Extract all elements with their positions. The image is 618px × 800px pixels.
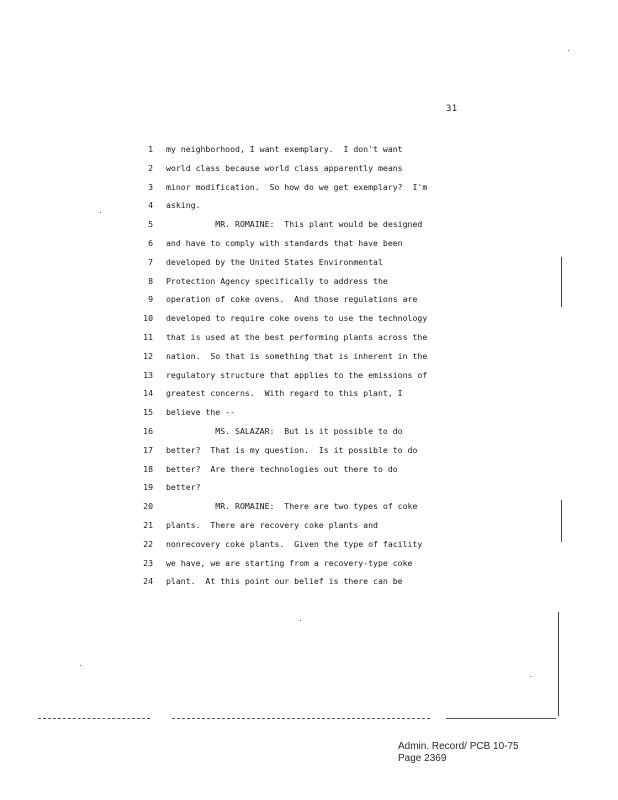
page-number: 31 xyxy=(446,104,458,114)
transcript-line xyxy=(0,215,618,233)
line-text: MR. ROMAINE: There are two types of coke xyxy=(166,501,418,512)
footer-record-label: Admin. Record/ PCB 10-75 xyxy=(398,741,519,752)
line-number: 2 xyxy=(148,162,153,173)
transcript-line xyxy=(0,497,618,515)
line-number: 14 xyxy=(143,388,153,399)
transcript-line xyxy=(0,196,618,214)
line-number: 19 xyxy=(143,482,153,493)
transcript-line xyxy=(0,290,618,308)
line-text: regulatory structure that applies to the emissions of xyxy=(166,369,428,380)
line-text: better? xyxy=(166,482,201,493)
line-number: 3 xyxy=(148,181,153,192)
scan-speck xyxy=(100,212,101,213)
line-number: 1 xyxy=(148,144,153,154)
right-edge-mark xyxy=(561,257,562,307)
admin-record-footer xyxy=(398,741,519,765)
line-number: 23 xyxy=(143,557,153,568)
transcript-line xyxy=(0,403,618,421)
bottom-rule-right xyxy=(446,718,556,719)
line-number: 9 xyxy=(148,294,153,305)
line-text: operation of coke ovens. And those regulations are xyxy=(166,294,418,305)
transcript-line xyxy=(0,554,618,572)
line-number: 8 xyxy=(148,275,153,286)
line-text: nation. So that is something that is inherent in the xyxy=(166,350,428,361)
line-number: 22 xyxy=(143,538,153,549)
line-number: 7 xyxy=(148,256,153,267)
transcript-line xyxy=(0,422,618,440)
line-number: 10 xyxy=(143,313,153,324)
transcript-line xyxy=(0,272,618,290)
transcript-line xyxy=(0,478,618,496)
line-text: MS. SALAZAR: But is it possible to do xyxy=(166,426,403,436)
line-number: 5 xyxy=(148,219,153,230)
transcript-line xyxy=(0,253,618,271)
footer-page-label: Page 2369 xyxy=(398,753,447,764)
line-number: 15 xyxy=(143,407,153,418)
line-text: developed by the United States Environmental xyxy=(166,256,383,267)
transcript-line xyxy=(0,309,618,327)
line-text: my neighborhood, I want exemplary. I don't want xyxy=(166,144,403,154)
line-text: nonrecovery coke plants. Given the type of facility xyxy=(166,538,423,549)
transcript-line xyxy=(0,384,618,402)
line-text: world class because world class apparently means xyxy=(166,162,403,173)
transcript-line xyxy=(0,516,618,534)
line-text: and have to comply with standards that have been xyxy=(166,238,403,248)
line-number: 18 xyxy=(143,463,153,474)
line-text: developed to require coke ovens to use the technology xyxy=(166,313,428,324)
transcript-line xyxy=(0,178,618,196)
line-text: we have, we are starting from a recovery-type coke xyxy=(166,557,413,568)
right-edge-mark xyxy=(561,500,562,542)
line-number: 24 xyxy=(143,576,153,587)
line-text: asking. xyxy=(166,200,201,211)
line-text: greatest concerns. With regard to this plant, I xyxy=(166,388,403,399)
scan-speck xyxy=(568,50,569,51)
line-number: 13 xyxy=(143,369,153,380)
line-text: plants. There are recovery coke plants and xyxy=(166,520,378,530)
line-text: Protection Agency specifically to address the xyxy=(166,275,388,286)
line-text: that is used at the best performing plants across the xyxy=(166,332,428,342)
line-number: 20 xyxy=(143,501,153,512)
transcript-line xyxy=(0,234,618,252)
line-text: MR. ROMAINE: This plant would be designed xyxy=(166,219,423,230)
line-number: 12 xyxy=(143,350,153,361)
transcript-line xyxy=(0,572,618,590)
line-text: better? That is my question. Is it possible to do xyxy=(166,444,418,455)
right-edge-mark xyxy=(558,612,559,716)
line-number: 17 xyxy=(143,444,153,455)
line-number: 11 xyxy=(143,332,153,342)
line-text: believe the -- xyxy=(166,407,236,418)
transcript-line xyxy=(0,140,618,158)
line-number: 4 xyxy=(148,200,153,211)
transcript-line xyxy=(0,460,618,478)
line-number: 21 xyxy=(143,520,153,530)
scan-speck xyxy=(530,676,531,677)
line-number: 16 xyxy=(143,426,153,436)
scan-speck xyxy=(300,620,301,621)
line-text: better? Are there technologies out there to do xyxy=(166,463,398,474)
transcript-line xyxy=(0,328,618,346)
line-text: plant. At this point our belief is there can be xyxy=(166,576,403,587)
transcript-line xyxy=(0,347,618,365)
scan-speck xyxy=(80,665,81,666)
bottom-rule-middle xyxy=(172,718,430,719)
transcript-line xyxy=(0,535,618,553)
transcript-line xyxy=(0,366,618,384)
transcript-line xyxy=(0,441,618,459)
line-number: 6 xyxy=(148,238,153,248)
bottom-rule-left xyxy=(38,718,150,719)
transcript-line xyxy=(0,159,618,177)
line-text: minor modification. So how do we get exemplary? I'm xyxy=(166,181,428,192)
